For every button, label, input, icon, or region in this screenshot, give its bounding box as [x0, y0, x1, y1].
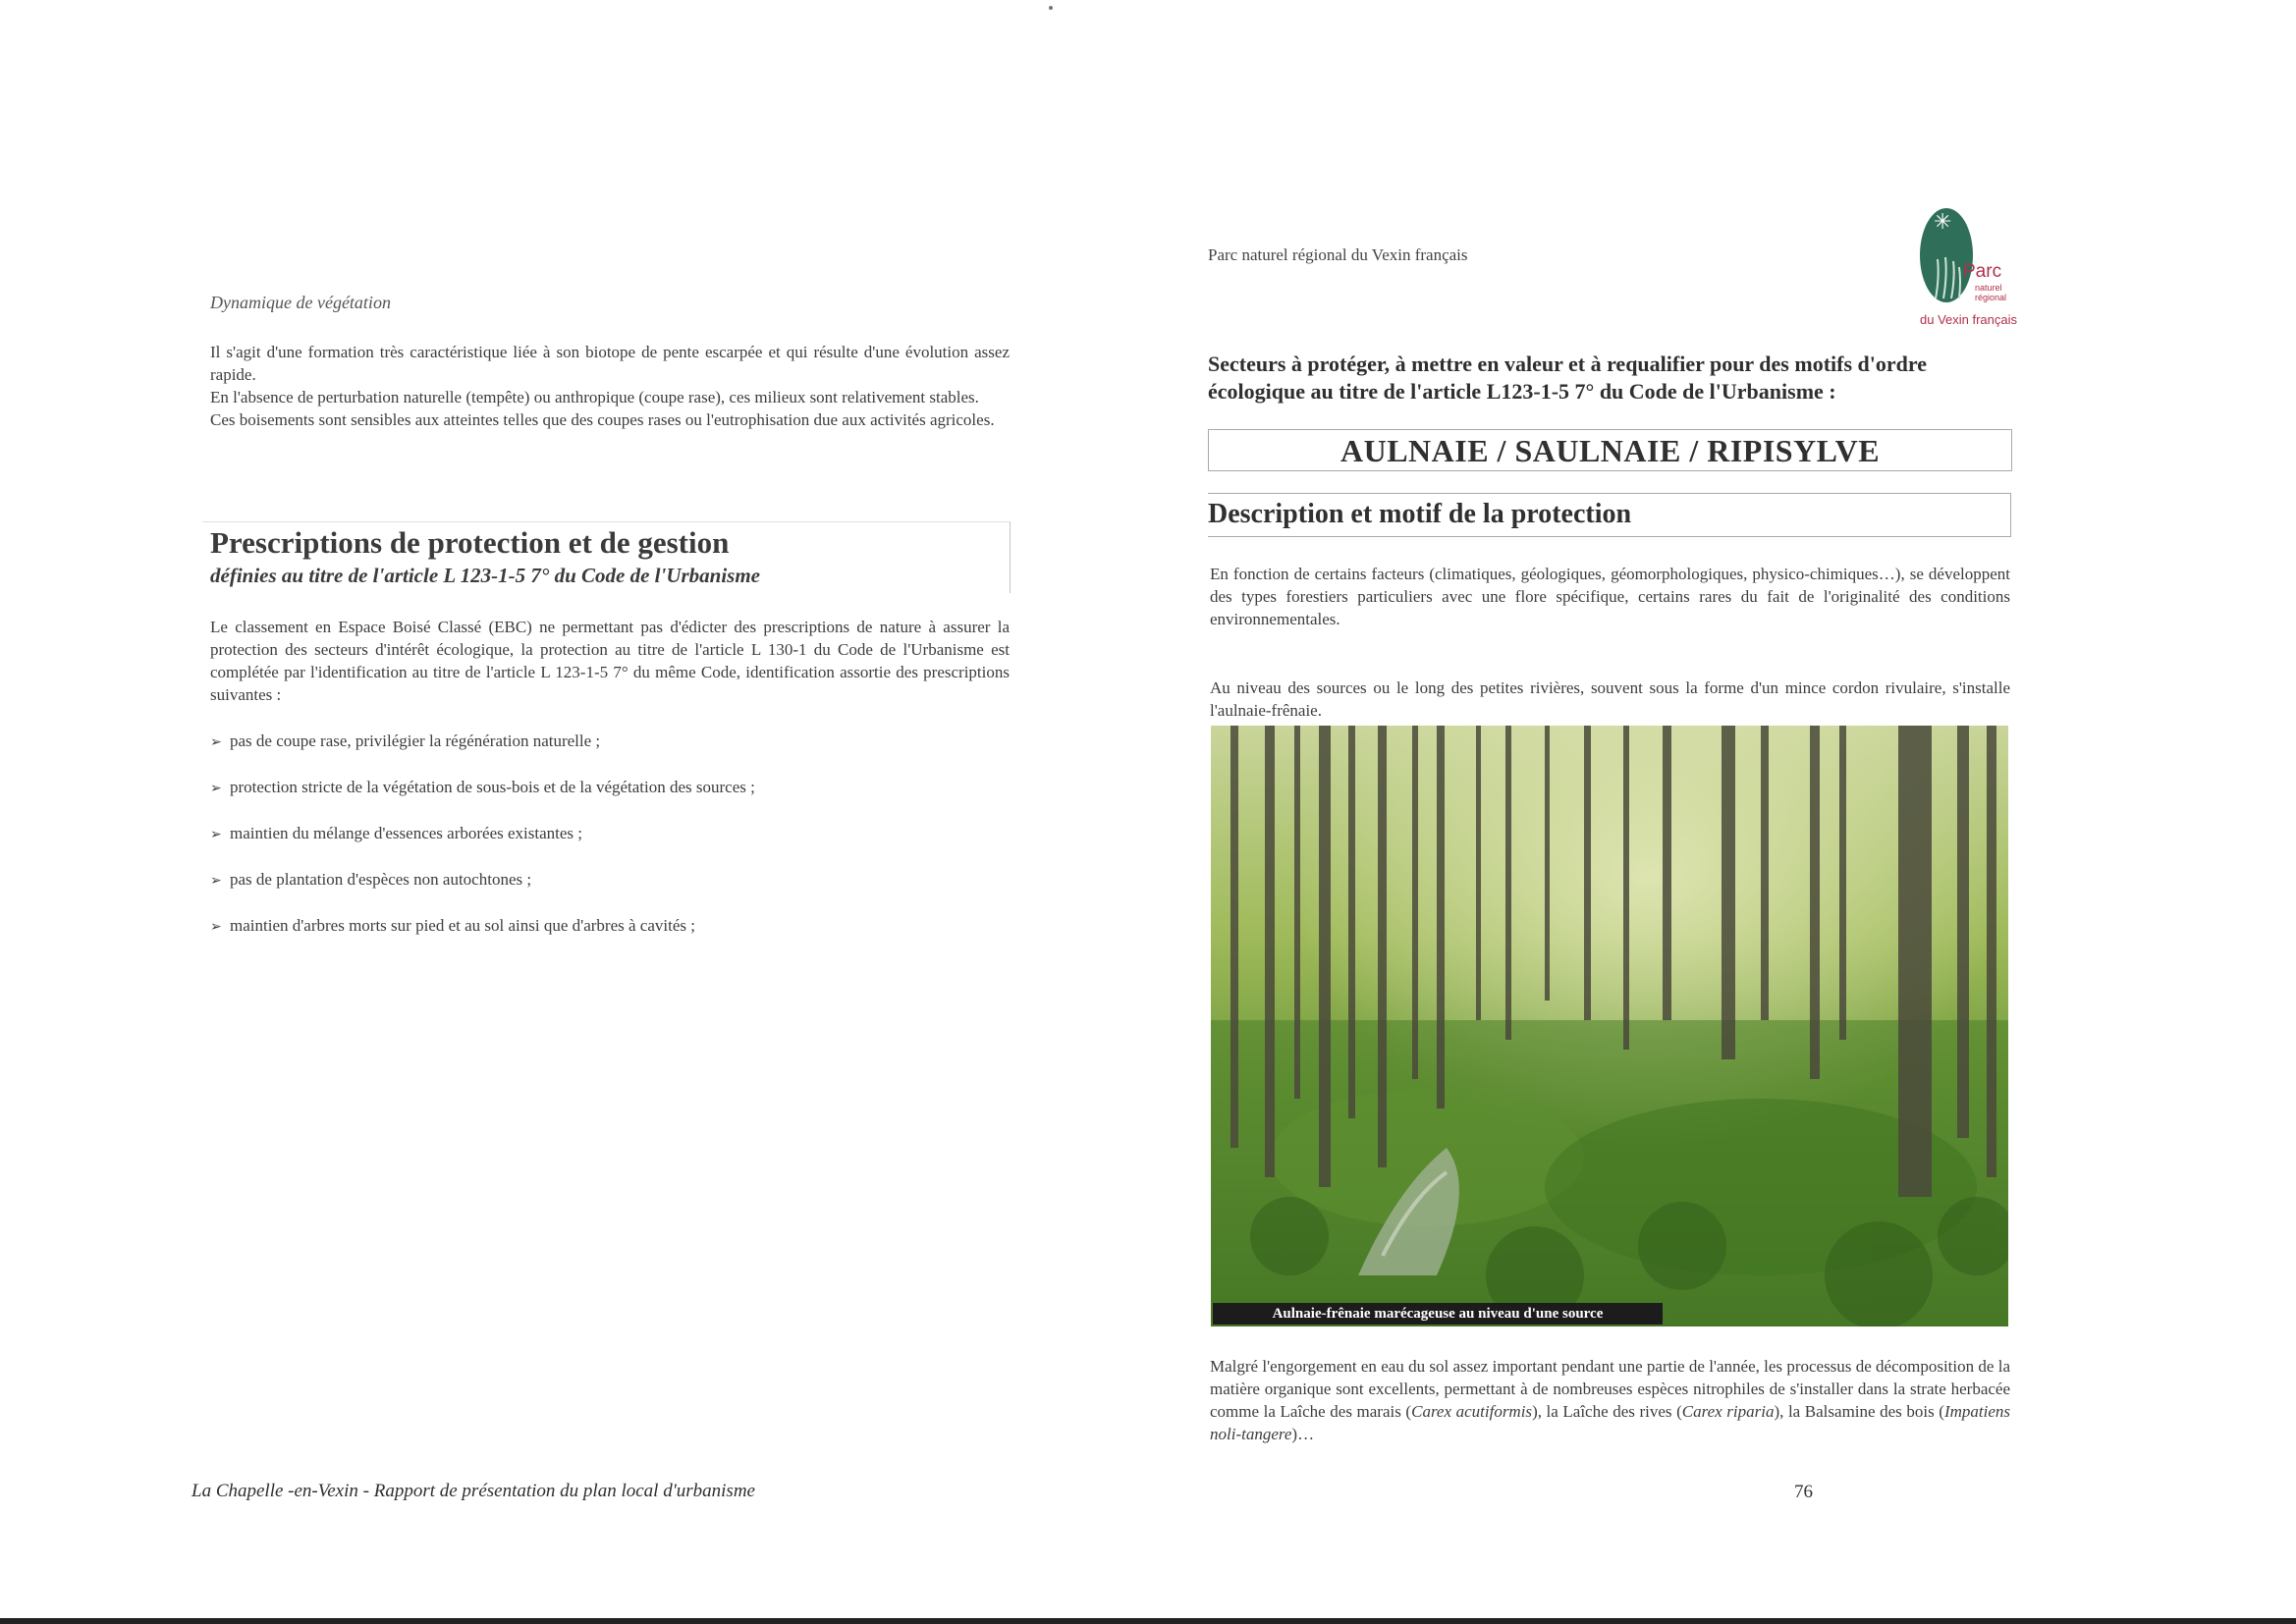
prescriptions-list [210, 731, 1025, 962]
dynamique-label: Dynamique de végétation [210, 293, 391, 312]
dynamique-paragraph-1: Il s'agit d'une formation très caractéristique liée à son biotope de pente escarpée et qui résulte d'une évolution assez rapide. [210, 343, 1010, 384]
species-name: Impatiens noli-tangere [1210, 1402, 2011, 1443]
arrow-icon: ➢ [210, 781, 222, 796]
prescriptions-title: Prescriptions de protection et de gestion [210, 525, 730, 560]
forest-photo [1211, 726, 2008, 1326]
logo-naturel-text: naturel régional [1975, 283, 2007, 302]
snowflake-icon: ✳ [1934, 210, 1952, 235]
park-logo [1920, 204, 2028, 332]
dynamique-paragraph-2: En l'absence de perturbation naturelle (tempête) ou anthropique (coupe rase), ces milieux sont relativement stables. [210, 388, 979, 406]
photo-caption: Aulnaie-frênaie marécageuse au niveau d'une source [1213, 1303, 1663, 1325]
logo-parc-text: Parc [1963, 261, 2002, 282]
list-item: ➢ pas de plantation d'espèces non autochtones ; [210, 870, 532, 889]
organization-name: Parc naturel régional du Vexin français [1208, 245, 1468, 264]
right-page [1148, 0, 2296, 1624]
section-heading: Secteurs à protéger, à mettre en valeur et à requalifier pour des motifs d'ordre écologique au titre de l'article L123-1-5 7° du Code de l'Urbanisme : [1208, 352, 1927, 404]
list-item: ➢ pas de coupe rase, privilégier la régénération naturelle ; [210, 731, 601, 750]
arrow-icon: ➢ [210, 734, 222, 750]
logo-region-text: du Vexin français [1920, 312, 2018, 327]
logo-wheat-icon [1920, 208, 1979, 306]
list-item: ➢ protection stricte de la végétation de sous-bois et de la végétation des sources ; [210, 778, 755, 796]
source-text: Au niveau des sources ou le long des petites rivières, souvent sous la forme d'un mince cordon rivulaire, s'installe l'aulnaie-frênaie. [1210, 678, 2010, 720]
footer-title: La Chapelle -en-Vexin - Rapport de présentation du plan local d'urbanisme [191, 1481, 755, 1501]
species-name: Carex acutiformis [1411, 1402, 1533, 1421]
dynamique-paragraph-3: Ces boisements sont sensibles aux atteintes telles que des coupes rases ou l'eutrophisation due aux activités agricoles. [210, 410, 995, 429]
arrow-icon: ➢ [210, 873, 222, 889]
prescriptions-subtitle: définies au titre de l'article L 123-1-5 7° du Code de l'Urbanisme [210, 564, 760, 587]
species-name: Carex riparia [1681, 1402, 1775, 1421]
scan-edge [0, 1618, 2296, 1624]
habitat-banner-title: AULNAIE / SAULNAIE / RIPISYLVE [1208, 429, 2012, 471]
list-item: ➢ maintien d'arbres morts sur pied et au sol ainsi que d'arbres à cavités ; [210, 916, 695, 935]
decomposition-text: Malgré l'engorgement en eau du sol assez important pendant une partie de l'année, les processus de décomposition de la matière organique sont excellents, permettant à de nombreuses espèces nitrophiles de s'installer dans la strate herbacée comme la Laîche des marais (Carex acutiformis), la Laîche des rives (Carex riparia), la Balsamine des bois (Impatiens noli-tangere)… [1210, 1357, 2011, 1443]
description-title: Description et motif de la protection [1208, 499, 1632, 529]
arrow-icon: ➢ [210, 827, 222, 842]
description-text: En fonction de certains facteurs (climatiques, géologiques, géomorphologiques, physico-chimiques…), se développent des types forestiers particuliers avec une flore spécifique, certains rares du fait de l'originalité des conditions environnementales. [1210, 565, 2010, 628]
prescriptions-text: Le classement en Espace Boisé Classé (EBC) ne permettant pas d'édicter des prescriptions de nature à assurer la protection des secteurs d'intérêt écologique, la protection au titre de l'article L 130-1 du Code de l'Urbanisme est complétée par l'identification au titre de l'article L 123-1-5 7° du même Code, identification assortie des prescriptions suivantes : [210, 618, 1010, 704]
arrow-icon: ➢ [210, 919, 222, 935]
list-item: ➢ maintien du mélange d'essences arborées existantes ; [210, 824, 582, 842]
dynamique-text [210, 341, 1010, 431]
page-number: 76 [1794, 1482, 1813, 1502]
